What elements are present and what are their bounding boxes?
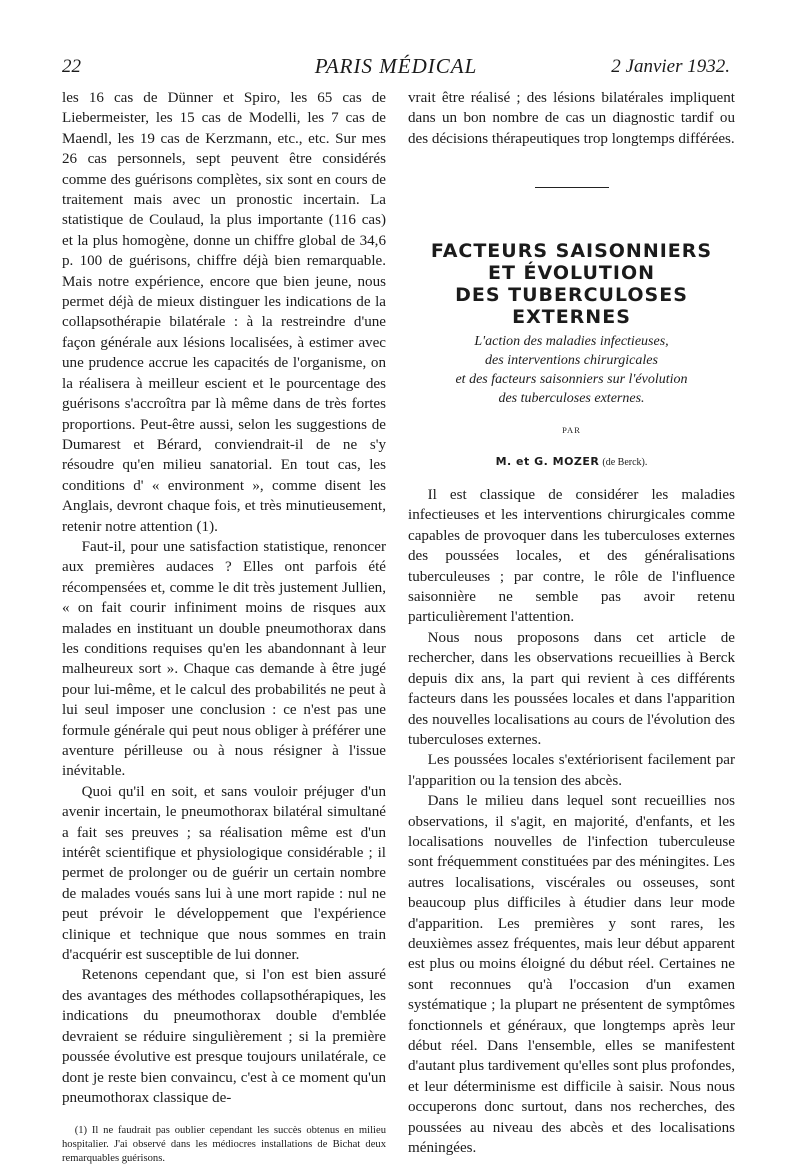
byline	[408, 451, 735, 473]
body-paragraph: Retenons cependant que, si l'on est bien assuré des avantages des méthodes collapsothérapiques, les indications du pneumothorax double d'emblée devraient se réduire singulièrement ; si la première poussée évolutive est presque toujours unilatérale, ce dont je reste bien convaincu, c'est à ce moment qu'un pneumothorax classique de-	[62, 967, 386, 1106]
title-line: DES TUBERCULOSES	[455, 284, 688, 307]
body-paragraph: Nous nous proposons dans cet article de rechercher, dans les observations recueillies à Berck depuis dix ans, la part qui revient à ces différents facteurs dans les poussées locales et dans l'apparition des nouvelles localisations au cours de l'évolution des tuberculoses externes.	[408, 629, 735, 748]
continuation-paragraph: vrait être réalisé ; des lésions bilatérales impliquent dans un bon nombre de cas un diagnostic tardif ou des décisions thérapeutiques trop longtemps différées.	[408, 90, 735, 147]
journal-title: PARIS MÉDICAL	[314, 54, 478, 78]
footnote-text: (1) Il ne faudrait pas oublier cependant les succès obtenus en milieu hospitalier. J'ai observé dans les médiocres installations de Bichat deux remarquables guérisons.	[62, 1125, 386, 1165]
body-paragraph: Faut-il, pour une satisfaction statistique, renoncer aux premières audaces ? Elles ont parfois été récompensées et, comme le dit très justement Jullien, « on fait courir infiniment moins de risques aux malades en instituant un double pneumothorax dans les conditions requises qu'en les abandonnant à leur malheureux sort ». Chaque cas demande à être jugé pour lui-même, et le calcul des probabilités ne peut à lui seul imposer une conclusion : ce n'est pas une formule générale qui peut nous obliger à préférer une aventure périlleuse ou à nous résigner à l'issue inévitable.	[62, 538, 386, 780]
issue-date: 2 Janvier 1932.	[611, 56, 730, 77]
byline-par: PAR	[562, 425, 581, 436]
title-line: ET ÉVOLUTION	[488, 262, 655, 285]
left-column	[62, 88, 386, 1166]
article-title	[408, 240, 735, 328]
title-line: FACTEURS SAISONNIERS	[430, 240, 713, 263]
right-column	[408, 88, 735, 1158]
title-line: EXTERNES	[512, 306, 631, 329]
subtitle-line: des interventions chirurgicales	[485, 353, 658, 369]
body-paragraph: Dans le milieu dans lequel sont recueillies nos observations, il s'agit, en majorité, d'enfants, et les localisations nouvelles de l'infection tuberculeuse sont fréquemment constituées par des méningites. Les autres localisations, viscérales ou osseuses, sont beaucoup plus difficiles à étudier dans leur mode d'apparition. Les premières y sont rares, les deuxièmes assez fréquentes, mais leur début apparent est plus ou moins éloigné du début réel. Certaines ne sont reconnues qu'à l'occasion d'un examen systématique ; la plupart ne présentent de symptômes fonctionnels et généraux, que longtemps après leur début réel. Dans l'ensemble, elles se manifestent d'autant plus tardivement qu'elles sont plus profondes, et leur déterminisme est difficile à saisir. Nous nous occuperons donc surtout, dans nos recherches, des poussées au niveau des abcès et des localisations méningées.	[408, 793, 735, 1157]
footnote	[62, 1124, 386, 1166]
author-affiliation: (de Berck).	[602, 456, 648, 468]
subtitle-line: et des facteurs saisonniers sur l'évolution	[455, 372, 688, 388]
body-paragraph: Les poussées locales s'extériorisent facilement par l'apparition ou la tension des abcès.	[408, 752, 735, 789]
running-header	[62, 56, 730, 82]
body-paragraph: les 16 cas de Dünner et Spiro, les 65 cas de Liebermeister, les 15 cas de Modelli, les 7 cas de Maendl, les 19 cas de Kerzmann, etc., etc. Sur mes 26 cas personnels, sept peuvent être considérés comme des guérisons complètes, six sont en cours de traitement mais avec un pronostic incertain. La statistique de Coulaud, la plus importante (116 cas) et la plus homogène, donne un chiffre global de 34,6 p. 100 de guérisons, chiffre déjà bien remarquable. Mais notre expérience, encore que bien jeune, nous permet déjà de mieux distinguer les indications de la collapsothérapie bilatérale : à la restreindre d'une façon générale aux lésions localisées, à estimer avec une prudence accrue les capacités de l'organisme, on la réalisera à meilleur escient et le pourcentage des guérisons s'accroîtra par là même dans de très fortes proportions. Peut-être aussi, selon les suggestions de Dumarest et Bérard, conviendrait-il de ne s'y résoudre qu'en milieu sanatorial. En tout cas, les conditions d' « environment », comme disent les Anglais, devront chaque fois, et très minutieusement, retenir notre attention (1).	[62, 90, 386, 535]
author-names: M. et G. MOZER	[495, 454, 600, 468]
article-subtitle	[408, 332, 735, 408]
section-divider	[535, 187, 609, 188]
body-paragraph: Il est classique de considérer les maladies infectieuses et les interventions chirurgicales comme capables de provoquer dans les tuberculoses externes des poussées locales, et des généralisations tuberculeuses ; par contre, le rôle de l'influence saisonnière ne semble pas avoir retenu particulièrement l'attention.	[408, 487, 735, 626]
subtitle-line: des tuberculoses externes.	[498, 391, 645, 407]
page-number: 22	[62, 56, 81, 77]
subtitle-line: L'action des maladies infectieuses,	[474, 334, 669, 350]
body-paragraph: Quoi qu'il en soit, et sans vouloir préjuger d'un avenir incertain, le pneumothorax bilatéral simultané a fait ses preuves ; sa réalisation même est d'un intérêt scientifique et physiologique considérable ; il permet de prolonger ou de guérir un certain nombre de malades voués sans lui à une mort rapide : nul ne peut prévoir le développement que l'expérience clinique et technique que nous sommes en train d'acquérir est susceptible de lui donner.	[62, 783, 386, 964]
